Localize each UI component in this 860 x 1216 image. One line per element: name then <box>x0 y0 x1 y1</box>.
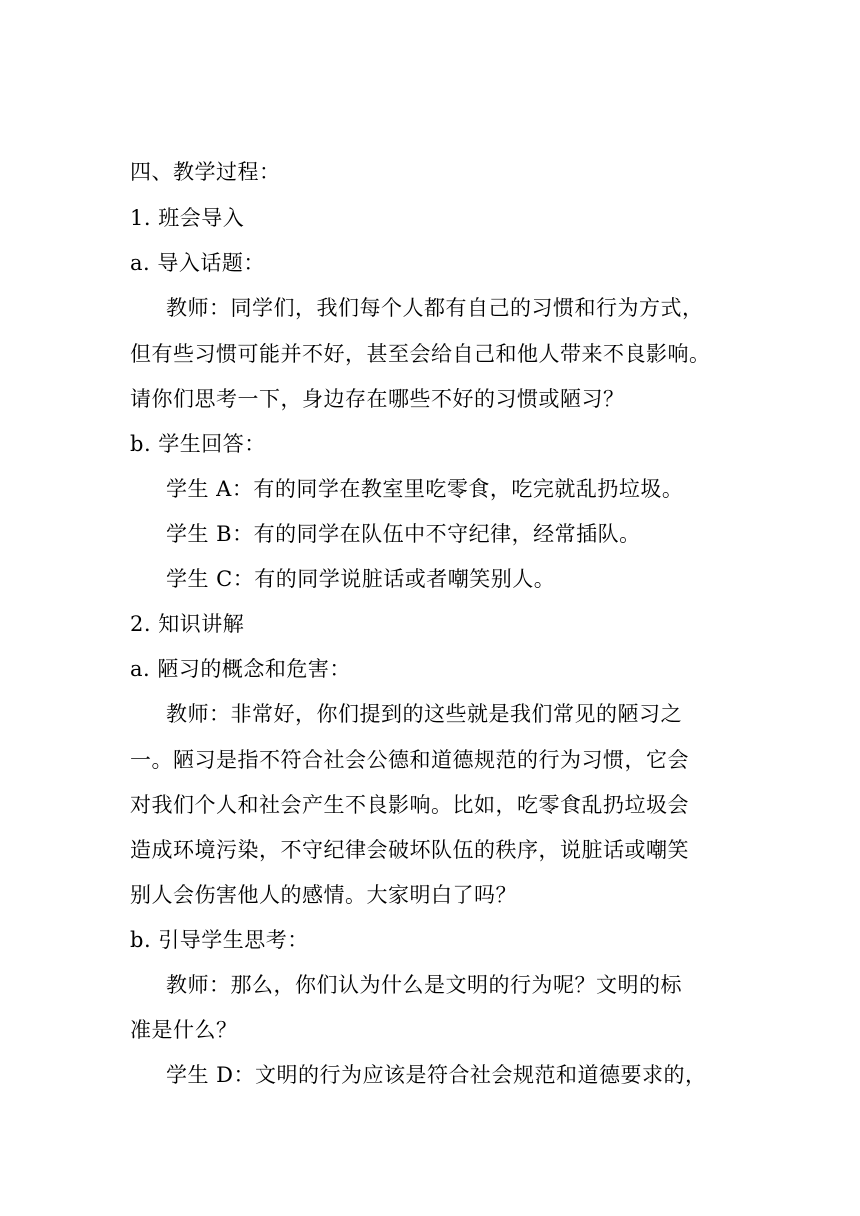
paragraph-line: 教师：非常好，你们提到的这些就是我们常见的陋习之 <box>166 702 682 726</box>
paragraph-line: 学生 B：有的同学在队伍中不守纪律，经常插队。 <box>166 522 641 546</box>
subsection-heading: 1. 班会导入 <box>130 206 245 230</box>
item-heading: b. 学生回答： <box>130 432 266 456</box>
paragraph-line: 教师：同学们，我们每个人都有自己的习惯和行为方式， <box>166 296 704 320</box>
item-heading: a. 导入话题： <box>130 251 265 275</box>
item-heading: a. 陋习的概念和危害： <box>130 657 351 681</box>
subsection-heading: 2. 知识讲解 <box>130 612 245 636</box>
paragraph-line: 学生 A：有的同学在教室里吃零食，吃完就乱扔垃圾。 <box>166 477 684 501</box>
paragraph-line: 造成环境污染，不守纪律会破坏队伍的秩序，说脏话或嘲笑 <box>130 838 689 862</box>
paragraph-line: 准是什么？ <box>130 1018 238 1042</box>
paragraph-line: 但有些习惯可能并不好，甚至会给自己和他人带来不良影响。 <box>130 342 711 366</box>
paragraph-line: 教师：那么，你们认为什么是文明的行为呢？文明的标 <box>166 973 682 997</box>
paragraph-line: 学生 C：有的同学说脏话或者嘲笑别人。 <box>166 567 556 591</box>
paragraph-line: 一。陋习是指不符合社会公德和道德规范的行为习惯，它会 <box>130 748 689 772</box>
paragraph-line: 学生 D：文明的行为应该是符合社会规范和道德要求的， <box>166 1063 707 1087</box>
paragraph-line: 请你们思考一下，身边存在哪些不好的习惯或陋习？ <box>130 387 625 411</box>
paragraph-line: 别人会伤害他人的感情。大家明白了吗？ <box>130 883 517 907</box>
section-heading: 四、教学过程： <box>130 160 281 184</box>
item-heading: b. 引导学生思考： <box>130 928 309 952</box>
paragraph-line: 对我们个人和社会产生不良影响。比如，吃零食乱扔垃圾会 <box>130 793 689 817</box>
